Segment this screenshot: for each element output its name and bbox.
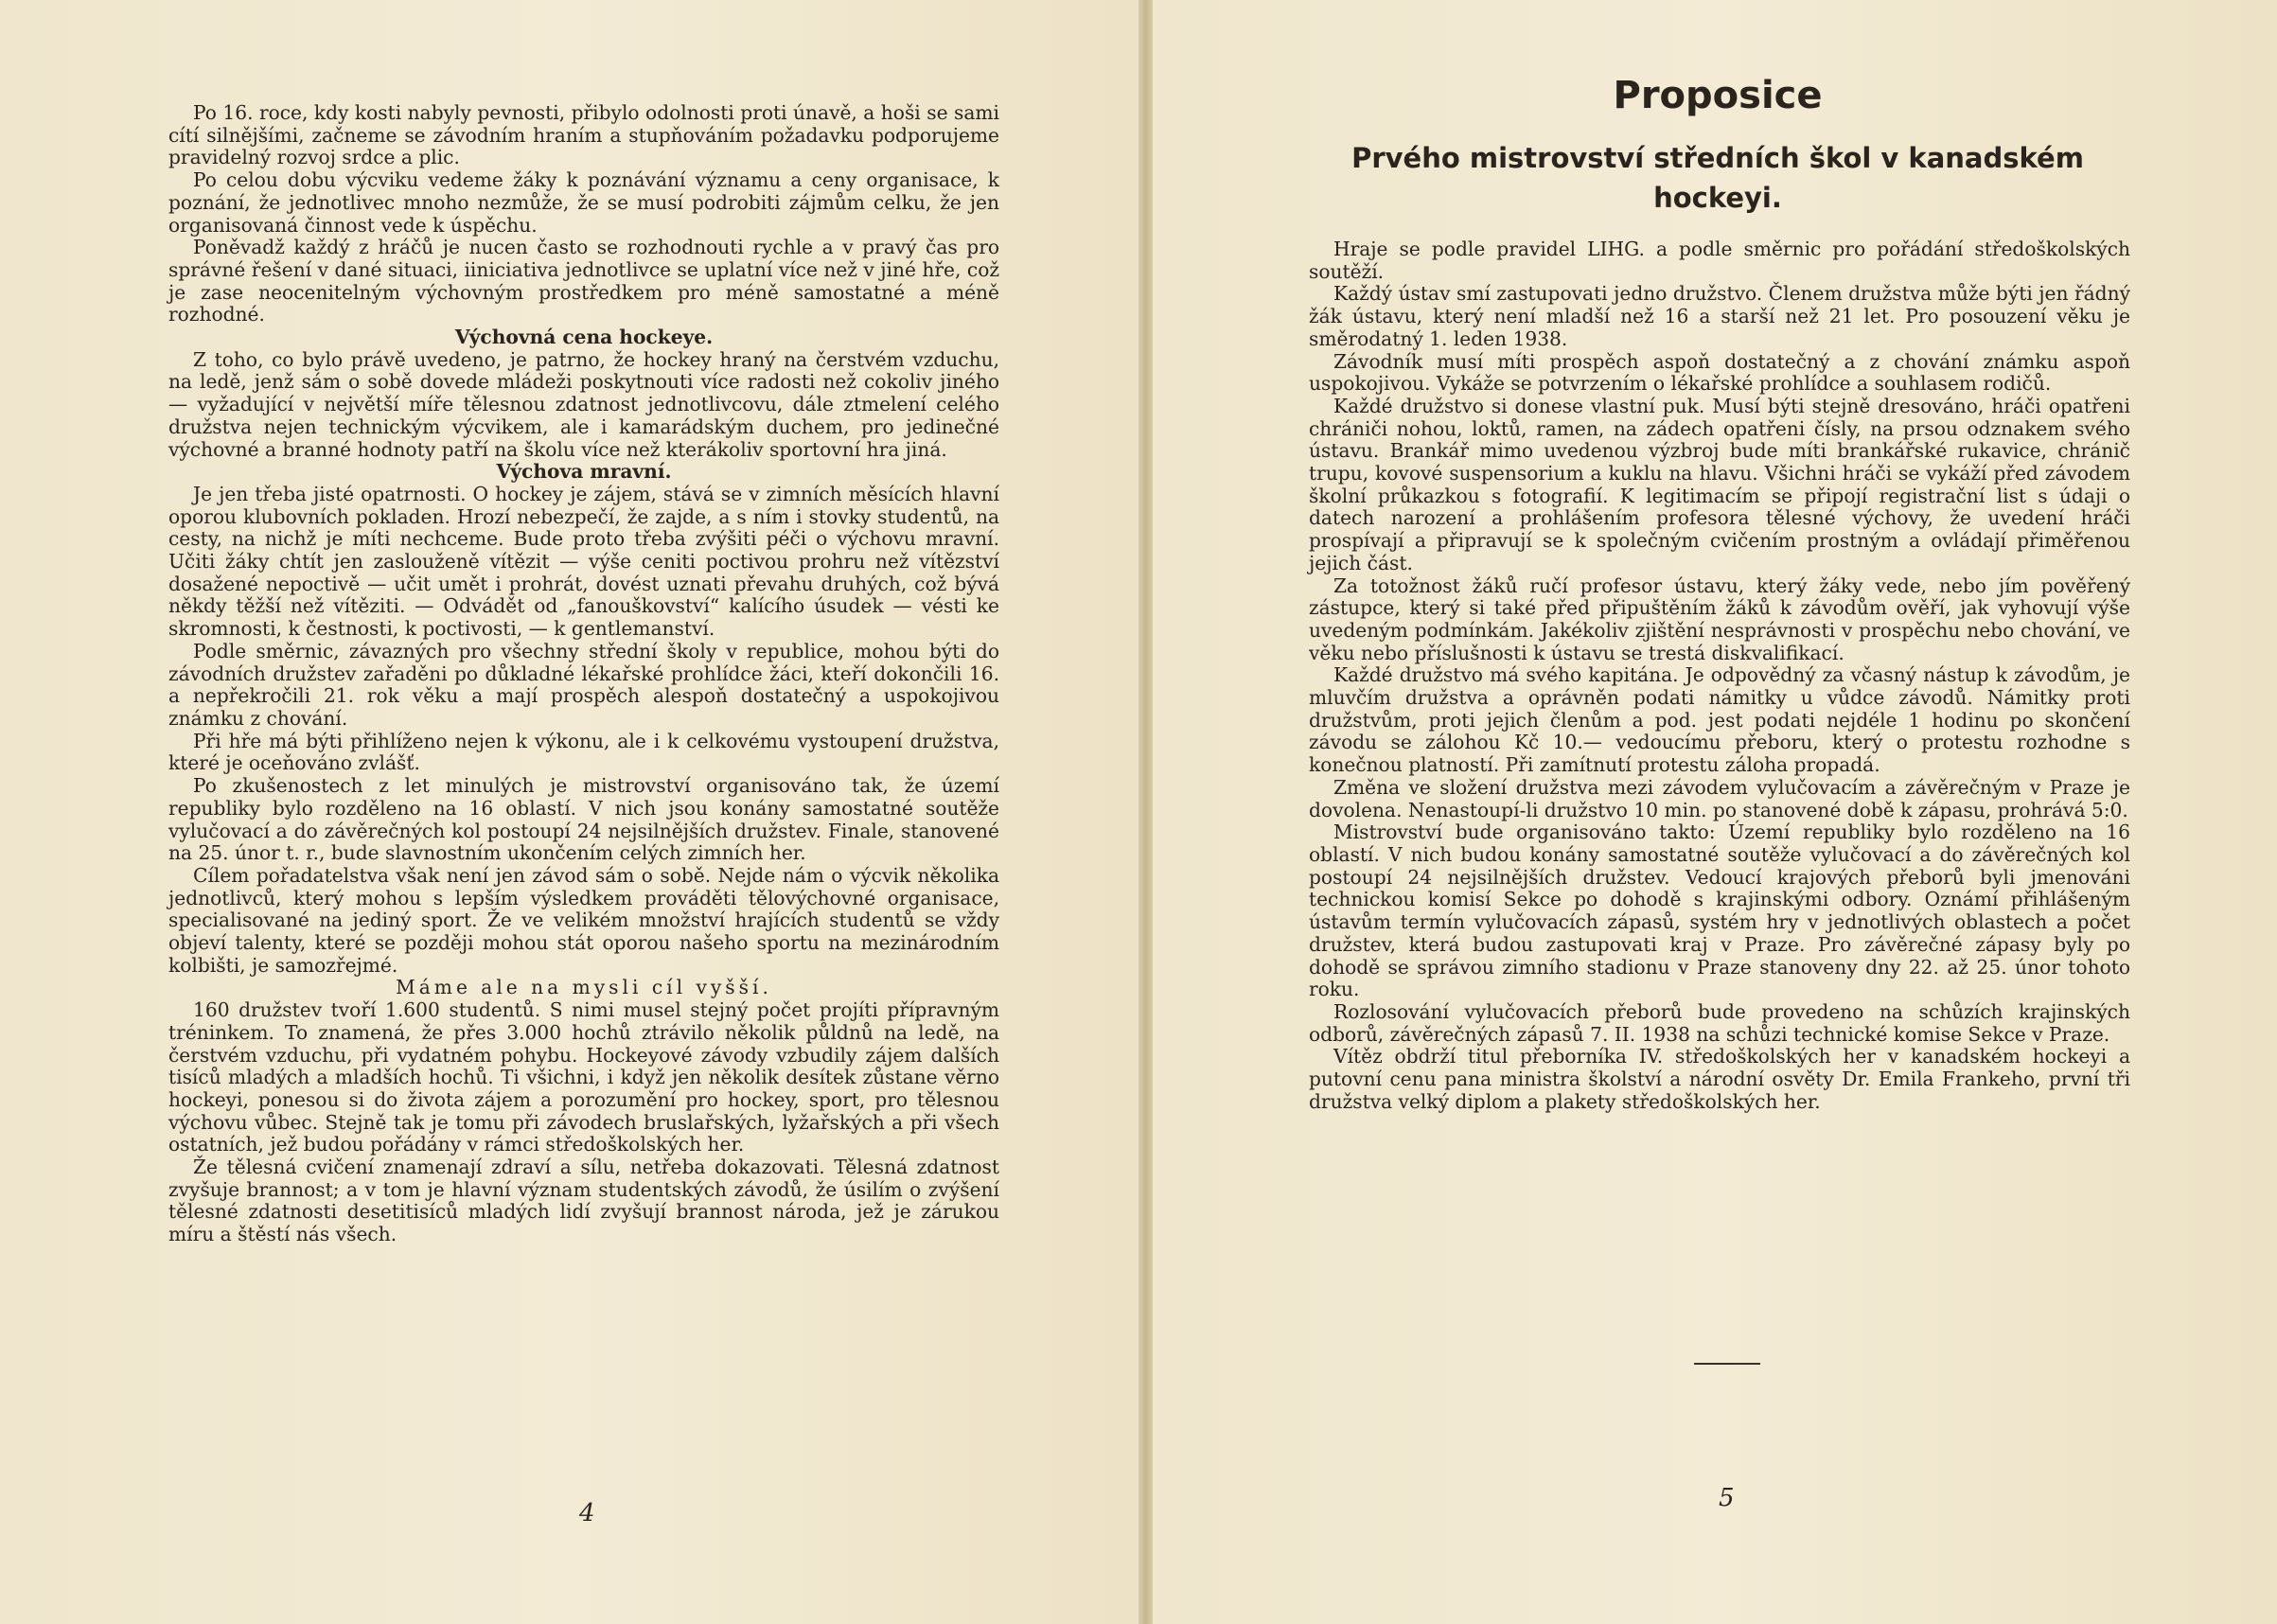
centered-line: Máme ale na mysli cíl vyšší. xyxy=(396,976,772,999)
paragraph: Každé družstvo si donese vlastní puk. Musí býti stejně dresováno, hráči opatřeni chrániči nohou, loktů, ramen, na zádech opatřeni čísly, na prsou odznakem svého ústavu. Brankář mimo uvedenou výzbroj bude míti brankářské rukavice, chránič trupu, kovové suspensorium a kuklu na hlavu. Všichni hráči se vykáží před závodem školní průkazkou s fotografií. K legitimacím se připojí registrační list s údaji o datech narození a prohlášením profesora tělesné výchovy, že uvedení hráči prospívají a připravují se k společným cvičením prostným a ovládají přiměřenou jejich část. xyxy=(1309,394,2130,574)
paragraph: Z toho, co bylo právě uvedeno, je patrno, že hockey hraný na čerstvém vzduchu, na ledě, jenž sám o sobě dovede mládeži poskytnouti více radosti než cokoliv jiného — vyžadující v největší míře tělesnou zdatnost jednotlivcovu, dále ztmelení celého družstva nejen technickým výcvikem, ale i kamarádským duchem, pro jedinečné výchovné a branné hodnoty patří na školu více než kterákoliv sportovní hra jiná. xyxy=(168,347,999,461)
paragraph: Podle směrnic, závazných pro všechny střední školy v republice, mohou býti do závodních družstev zařaděni po důkladné lékařské prohlídce žáci, kteří dokončili 16. a nepřekročili 21. rok věku a mají prospěch alespoň dostatečný a uspokojivou známku z chování. xyxy=(168,639,999,730)
page-number: 5 xyxy=(1719,1484,1735,1512)
paragraph: Poněvadž každý z hráčů je nucen často se rozhodnouti rychle a v pravý čas pro správné řešení v dané situaci, iiniciativa jednotlivce se uplatní více než v jiné hře, což je zase neocenitelným výchovným prostředkem pro méně samostatné a méně rozhodné. xyxy=(168,236,999,327)
left-page-text xyxy=(168,102,999,1246)
paragraph: Vítěz obdrží titul přeborníka IV. středoškolských her v kanadském hockeyi a putovní cenu pana ministra školství a národní osvěty Dr. Emila Frankeho, první tři družstva velký diplom a plakety středoškolských her. xyxy=(1309,1045,2130,1113)
paragraph: Je jen třeba jisté opatrnosti. O hockey je zájem, stává se v zimních měsících hlavní oporou klubovních pokladen. Hrozí nebezpečí, že zajde, a s ním i stovky studentů, na cesty, na nichž je míti nechceme. Bude proto třeba zvýšiti péči o výchovu mravní. Učiti žáky chtít jen zaslouženě vítězit — výše ceniti poctivou prohru než vítězství dosažené nepoctivě — učit umět i prohrát, dovést uznati převahu druhých, což bývá někdy těžší než vítěziti. — Odvádět od „fanouškovství“ kalícího úsudek — vésti ke skromnosti, k čestnosti, k poctivosti, — k gentlemanství. xyxy=(168,482,999,641)
paragraph: Hraje se podle pravidel LIHG. a podle směrnic pro pořádání středoškolských soutěží. xyxy=(1309,238,2130,283)
paragraph: Při hře má býti přihlíženo nejen k výkonu, ale i k celkovému vystoupení družstva, které je oceňováno zvlášť. xyxy=(168,729,999,775)
page-subtitle: Prvého mistrovství středních škol v kanadském hockeyi. xyxy=(1351,142,2084,214)
paragraph: Za totožnost žáků ručí profesor ústavu, který žáky vede, nebo jím pověřený zástupce, který si také před připuštěním žáků k závodům ověří, jak vyhovují výše uvedeným podmínkám. Jakékoliv zjištění nesprávnosti v prospěchu nebo chování, ve věku nebo příslušnosti k ústavu se trestá diskvalifikací. xyxy=(1309,574,2130,664)
right-page-text xyxy=(1309,238,2130,1113)
paragraph: Závodník musí míti prospěch aspoň dostatečný a z chování známku aspoň uspokojivou. Vykáže se potvrzením o lékařské prohlídce a souhlasem rodičů. xyxy=(1309,349,2130,396)
paragraph: Že tělesná cvičení znamenají zdraví a sílu, netřeba dokazovati. Tělesná zdatnost zvyšuje brannost; a v tom je hlavní význam studentských závodů, že úsilím o zvýšení tělesné zdatnosti desetitisíců mladých lidí zvyšují brannost národa, jež je zárukou míru a štěstí nás všech. xyxy=(168,1156,999,1246)
paragraph: Každý ústav smí zastupovati jedno družstvo. Členem družstva může býti jen řádný žák ústavu, který není mladší než 16 a starší než 21 let. Pro posouzení věku je směrodatný 1. leden 1938. xyxy=(1309,282,2130,350)
page-number: 4 xyxy=(579,1499,595,1527)
paragraph: Mistrovství bude organisováno takto: Území republiky bylo rozděleno na 16 oblastí. V nich budou konány samostatné soutěže vylučovací a do závěrečných kol postoupí 24 nejsilnějších družstev. Vedoucí krajových přeborů byli jmenováni technickou komisí Sekce po dohodě s krajinskými odbory. Oznámí přihlášeným ústavům termín vylučovacích zápasů, systém hry v jednotlivých oblastech a počet družstev, která budou zastupovati kraj v Praze. Pro závěrečné zápasy byly po dohodě se správou zimního stadionu v Praze stanoveny dny 22. až 25. únor tohoto roku. xyxy=(1309,821,2130,1001)
paragraph: Po zkušenostech z let minulých je mistrovství organisováno tak, že území republiky bylo rozděleno na 16 oblastí. V nich jsou konány samostatné soutěže vylučovací a do závěrečných kol postoupí 24 nejsilnějších družstev. Finale, stanovené na 25. únor t. r., bude slavnostním ukončením celých zimních her. xyxy=(168,774,999,865)
paragraph: Po 16. roce, kdy kosti nabyly pevnosti, přibylo odolnosti proti únavě, a hoši se sami cítí silnějšími, začneme se závodním hraním a stupňováním požadavku podporujeme pravidelný rozvoj srdce a plic. xyxy=(168,101,999,169)
paragraph: 160 družstev tvoří 1.600 studentů. S nimi musel stejný počet projíti přípravným tréninkem. To znamená, že přes 3.000 hochů ztrávilo několik půldnů na ledě, na čerstvém vzduchu, při vydatném pohybu. Hockeyové závody vzbudily zájem dalších tisíců mladých a mladších hochů. Ti všichni, i když jen několik desítek zůstane věrno hockeyi, ponesou si do života zájem a porozumění pro hockey, sport, pro tělesnou výchovu vůbec. Stejně tak je tomu při závodech bruslařských, lyžařských a při všech ostatních, jež budou pořádány v rámci středoškolských her. xyxy=(168,998,999,1156)
section-heading: Výchova mravní. xyxy=(496,460,672,484)
paragraph: Změna ve složení družstva mezi závodem vylučovacím a závěrečným v Praze je dovolena. Nenastoupí-li družstvo 10 min. po stanovené době k zápasu, prohrává 5:0. xyxy=(1309,775,2130,821)
closing-rule xyxy=(1694,1363,1760,1365)
paragraph: Každé družstvo má svého kapitána. Je odpovědný za včasný nástup k závodům, je mluvčím družstva a oprávněn podati námitky u vůdce závodů. Námitky proti družstvům, proti jejich členům a pod. jest podati nejdéle 1 hodinu po skončení závodu se zálohou Kč 10.— vedoucímu přeboru, který o protestu rozhodne s konečnou platností. Při zamítnutí protestu záloha propadá. xyxy=(1309,663,2130,777)
paragraph: Po celou dobu výcviku vedeme žáky k poznávání významu a ceny organisace, k poznání, že jednotlivec mnoho nezmůže, že se musí podrobiti zájmům celku, že jen organisovaná činnost vede k úspěchu. xyxy=(168,168,999,237)
paragraph: Cílem pořadatelstva však není jen závod sám o sobě. Nejde nám o výcvik několika jednotlivců, který mohou s lepším výsledkem prováděti tělovýchovné organisace, specialisované na jediný sport. Že ve velikém množství hrajících studentů se vždy objeví talenty, které se později mohou stát oporou našeho sportu na mezinárodním kolbišti, je samozřejmé. xyxy=(168,863,999,977)
paragraph: Rozlosování vylučovacích přeborů bude provedeno na schůzích krajinských odborů, závěrečných zápasů 7. II. 1938 na schůzi technické komise Sekce v Praze. xyxy=(1309,999,2130,1046)
page-title: Proposice xyxy=(1613,74,1823,117)
section-heading: Výchovná cena hockeye. xyxy=(454,326,714,349)
book-gutter xyxy=(1138,0,1153,1624)
